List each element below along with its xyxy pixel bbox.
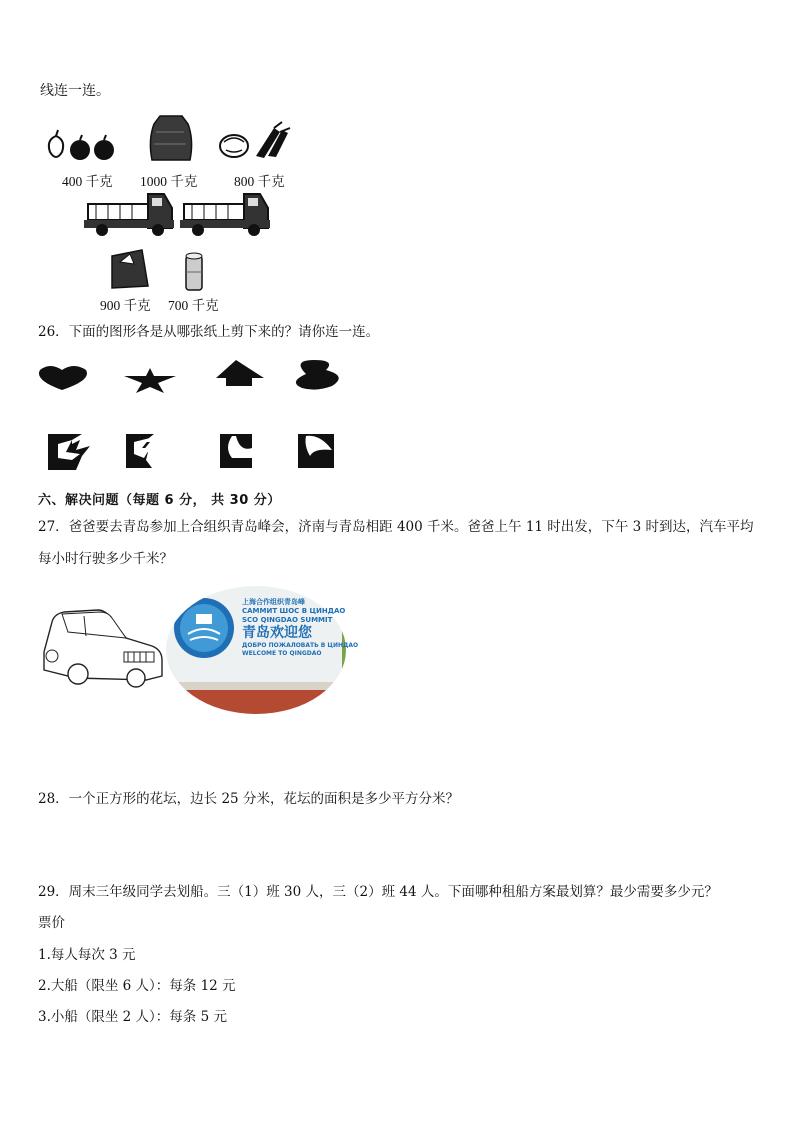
sign-en: SCO QINGDAO SUMMIT xyxy=(242,616,333,624)
cut-paper-2-icon xyxy=(126,434,154,468)
q29-text: 29．周末三年级同学去划船。三（1）班 30 人，三（2）班 44 人。下面哪种租船方案最划算？最少需要多少元？ xyxy=(38,884,718,900)
q26-figure-svg xyxy=(36,360,346,480)
qingdao-sign-photo xyxy=(166,586,359,714)
cut-paper-1-icon xyxy=(48,434,90,470)
cut-paper-3-icon xyxy=(220,434,252,468)
price-title: 票价 xyxy=(38,915,65,931)
cut-paper-4-icon xyxy=(298,434,334,468)
weight-sack: 1000 千克 xyxy=(140,174,198,189)
q27-line1: 27．爸爸要去青岛参加上合组织青岛峰会，济南与青岛相距 400 千米。爸爸上午 11 时出发，下午 3 时到达，汽车平均 xyxy=(38,519,754,535)
truck-icon xyxy=(180,194,270,236)
star-icon xyxy=(124,368,176,393)
arrow-tree-icon xyxy=(216,360,264,386)
section-6-heading: 六、解决问题（每题 6 分， 共 30 分） xyxy=(38,493,281,508)
canister-icon xyxy=(186,253,202,290)
weight-canister: 700 千克 xyxy=(168,298,219,313)
heart-icon xyxy=(39,366,87,390)
truck-icon xyxy=(84,194,174,236)
sack-icon xyxy=(150,116,191,160)
weight-vegetables: 800 千克 xyxy=(234,174,285,189)
sign-ru2: ДОБРО ПОЖАЛОВАТЬ В ЦИНДАО xyxy=(242,642,359,649)
q28-text: 28．一个正方形的花坛，边长 25 分米，花坛的面积是多少平方分米？ xyxy=(38,791,459,807)
vegetables-icon xyxy=(220,122,290,158)
weight-bag: 900 千克 xyxy=(100,298,151,313)
car-illustration xyxy=(38,600,166,690)
sign-en2: WELCOME TO QINGDAO xyxy=(242,650,322,657)
weight-fruit: 400 千克 xyxy=(62,174,113,189)
fruit-icon xyxy=(49,130,114,160)
q25-figure-svg xyxy=(40,112,320,317)
intro-line: 线连一连。 xyxy=(40,83,110,99)
price-option-2: 2.大船（限坐 6 人）：每条 12 元 xyxy=(38,978,236,994)
q27-line2: 每小时行驶多少千米？ xyxy=(38,551,173,567)
price-option-1: 1.每人每次 3 元 xyxy=(38,947,136,963)
sign-ru: САММИТ ШОС В ЦИНДАО xyxy=(242,607,346,615)
sign-text-block xyxy=(242,598,358,658)
figure-eight-icon xyxy=(296,360,339,390)
q26-text: 26．下面的图形各是从哪张纸上剪下来的？请你连一连。 xyxy=(38,324,380,340)
q25-figure xyxy=(40,112,320,317)
sign-cn-top: 上海合作组织青岛峰 xyxy=(242,598,305,606)
price-option-3: 3.小船（限坐 2 人）：每条 5 元 xyxy=(38,1009,227,1025)
sign-cn-big: 青岛欢迎您 xyxy=(242,625,312,641)
car-icon xyxy=(38,600,166,690)
bag-icon xyxy=(112,250,148,288)
q26-figure xyxy=(36,360,346,480)
